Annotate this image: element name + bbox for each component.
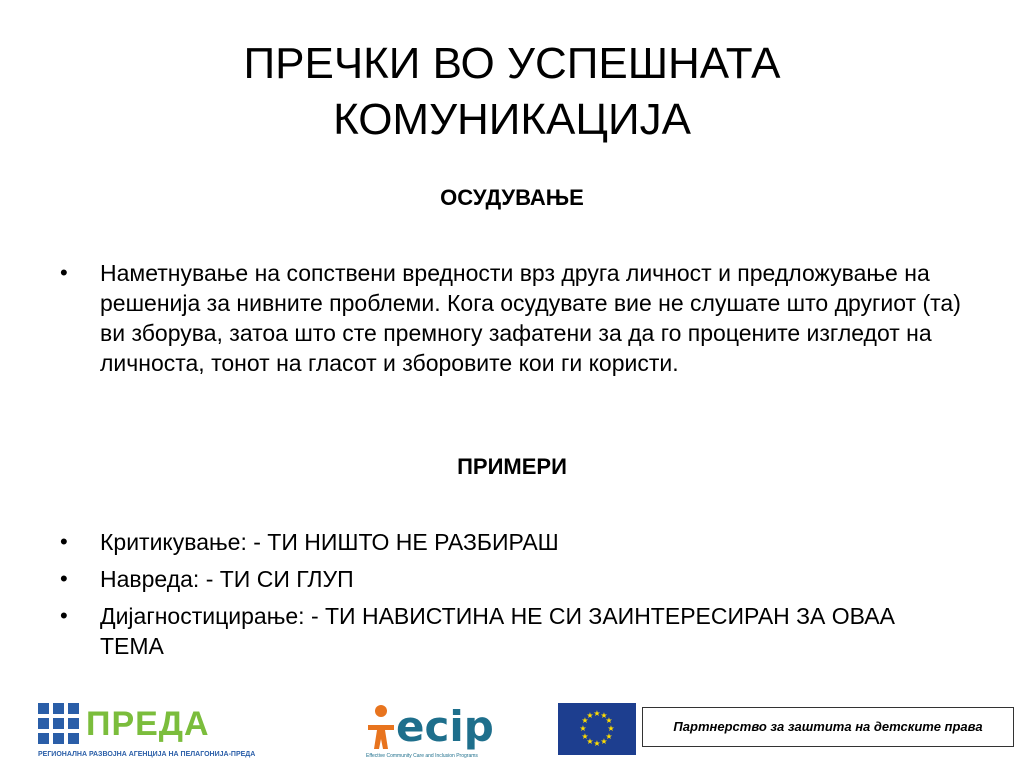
list-item bbox=[0, 564, 965, 594]
svg-text:★: ★ bbox=[586, 711, 594, 720]
section-heading-judging: ОСУДУВАЊЕ bbox=[440, 185, 584, 210]
bullet-list-examples bbox=[0, 527, 965, 668]
person-icon bbox=[366, 705, 396, 749]
svg-text:★: ★ bbox=[607, 724, 615, 733]
svg-text:★: ★ bbox=[605, 732, 613, 741]
svg-text:★: ★ bbox=[605, 716, 613, 725]
bullet-icon: • bbox=[60, 260, 68, 285]
list-item-text: Навреда: - ТИ СИ ГЛУП bbox=[100, 566, 354, 592]
svg-text:★: ★ bbox=[600, 711, 608, 720]
svg-text:★: ★ bbox=[593, 709, 601, 718]
svg-text:★: ★ bbox=[593, 739, 601, 748]
list-item-text: Дијагностицирање: - ТИ НАВИСТИНА НЕ СИ ЗАИНТЕРЕСИРАН ЗА ОВАА ТЕМА bbox=[100, 603, 895, 659]
slide-title-line2: КОМУНИКАЦИЈА bbox=[333, 95, 691, 144]
partnership-caption: Партнерство за заштита на детските права bbox=[642, 707, 1014, 747]
bullet-list-judging bbox=[0, 258, 965, 378]
bullet-icon: • bbox=[60, 529, 68, 554]
list-item-text: Наметнување на сопствени вредности врз друга личност и предложување на решенија за нивните проблеми. Кога осудувате вие не слушате што другиот (та) ви зборува, затоа што сте премногу зафатени за да го процените изгледот на личноста, тонот на гласот и зборовите кои ги користи. bbox=[100, 260, 961, 376]
slide-title bbox=[0, 36, 1024, 148]
section-heading-examples: ПРИМЕРИ bbox=[457, 454, 567, 479]
eu-flag-icon bbox=[558, 703, 636, 755]
ecip-logo-name: ecip bbox=[396, 702, 494, 751]
svg-text:★: ★ bbox=[581, 716, 589, 725]
list-item bbox=[0, 527, 965, 557]
bullet-icon: • bbox=[60, 566, 68, 591]
ecip-logo bbox=[366, 701, 496, 765]
list-item-text: Критикување: - ТИ НИШТО НЕ РАЗБИРАШ bbox=[100, 529, 559, 555]
ecip-logo-subtext: Effective Community Care and Inclusion Programs bbox=[366, 753, 478, 759]
svg-text:★: ★ bbox=[579, 724, 587, 733]
preda-grid-icon bbox=[38, 703, 80, 745]
svg-text:★: ★ bbox=[600, 737, 608, 746]
footer-logos bbox=[0, 695, 1024, 768]
list-item bbox=[0, 258, 965, 378]
svg-text:★: ★ bbox=[586, 737, 594, 746]
svg-text:★: ★ bbox=[581, 732, 589, 741]
bullet-icon: • bbox=[60, 603, 68, 628]
preda-logo-name: ПРЕДА bbox=[86, 705, 210, 743]
preda-logo-subtext: РЕГИОНАЛНА РАЗВОЈНА АГЕНЦИЈА НА ПЕЛАГОНИЈА-ПРЕДА bbox=[38, 751, 256, 758]
list-item bbox=[0, 601, 965, 661]
preda-logo bbox=[38, 703, 256, 763]
slide-title-line1: ПРЕЧКИ ВО УСПЕШНАТА bbox=[243, 39, 781, 88]
